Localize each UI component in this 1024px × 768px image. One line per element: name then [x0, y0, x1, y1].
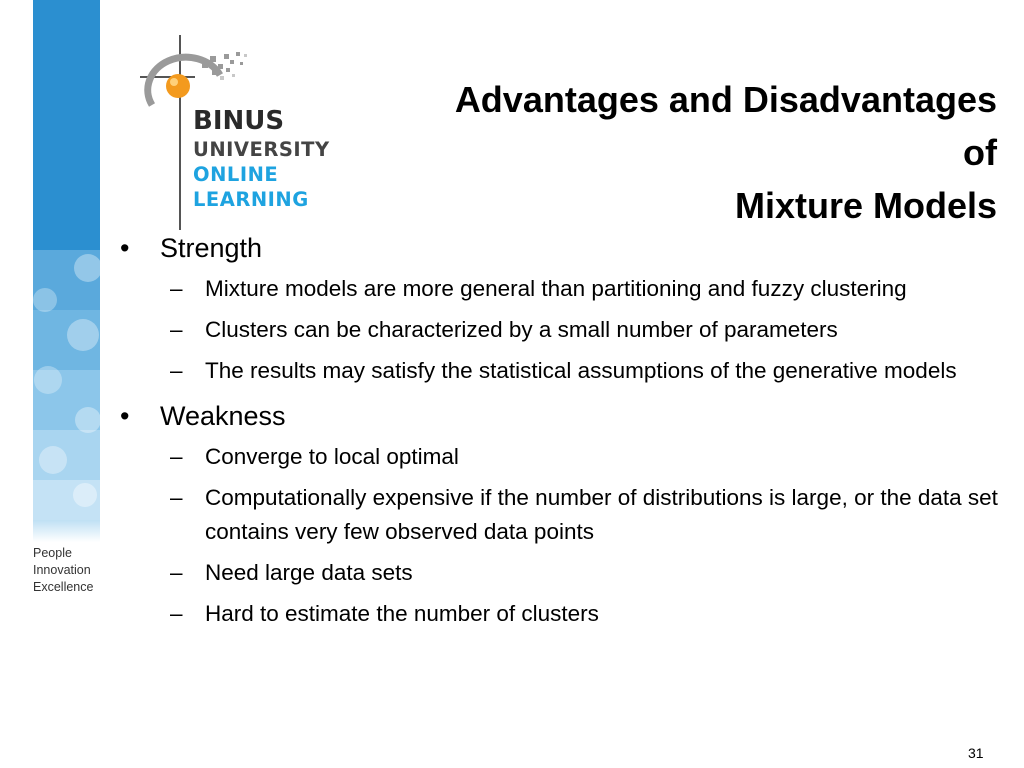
list-item-text: Converge to local optimal	[205, 444, 459, 469]
decorative-stripe	[33, 0, 100, 520]
dash-mark: –	[170, 601, 183, 626]
stripe-pattern	[33, 0, 100, 520]
bullet-mark: •	[120, 401, 130, 431]
tagline-line: Excellence	[33, 580, 94, 594]
dash-mark: –	[170, 444, 183, 469]
list-item-text: Hard to estimate the number of clusters	[205, 601, 599, 626]
bullet-heading: Strength	[160, 233, 263, 263]
tagline-line: Innovation	[33, 563, 91, 577]
logo-wordmark	[193, 108, 330, 215]
page-number: 31	[968, 745, 984, 761]
logo-binus: BINUS	[193, 106, 285, 136]
bullet-heading: Weakness	[160, 401, 286, 431]
dash-mark: –	[170, 317, 183, 342]
list-item-text: The results may satisfy the statistical assumptions of the generative models	[205, 358, 957, 383]
dash-mark: –	[170, 358, 183, 383]
slide-title	[397, 73, 997, 232]
title-line: Mixture Models	[734, 185, 997, 226]
list-item	[118, 481, 998, 549]
logo-university: UNIVERSITY	[193, 138, 330, 161]
weakness-list	[118, 440, 998, 631]
bullet-mark: •	[120, 233, 130, 263]
list-item	[118, 313, 998, 347]
list-item	[118, 440, 998, 474]
list-item	[118, 556, 998, 590]
dash-mark: –	[170, 276, 183, 301]
bullet-strength	[118, 228, 998, 268]
title-line: of	[963, 132, 997, 173]
list-item-text: Clusters can be characterized by a small number of parameters	[205, 317, 838, 342]
slide-content	[118, 228, 998, 639]
strength-list	[118, 272, 998, 388]
list-item	[118, 272, 998, 306]
tagline	[33, 545, 93, 596]
tagline-line: People	[33, 546, 72, 560]
list-item-text: Computationally expensive if the number of distributions is large, or the data set contains very few observed data points	[205, 485, 998, 544]
stripe-fade	[33, 520, 100, 542]
bullet-weakness	[118, 396, 998, 436]
list-item	[118, 354, 998, 388]
logo-online: ONLINE	[193, 163, 279, 186]
title-line: Advantages and Disadvantages	[454, 79, 997, 120]
logo-learning: LEARNING	[193, 188, 309, 211]
dash-mark: –	[170, 485, 183, 510]
list-item-text: Need large data sets	[205, 560, 413, 585]
list-item-text: Mixture models are more general than partitioning and fuzzy clustering	[205, 276, 907, 301]
dash-mark: –	[170, 560, 183, 585]
list-item	[118, 597, 998, 631]
